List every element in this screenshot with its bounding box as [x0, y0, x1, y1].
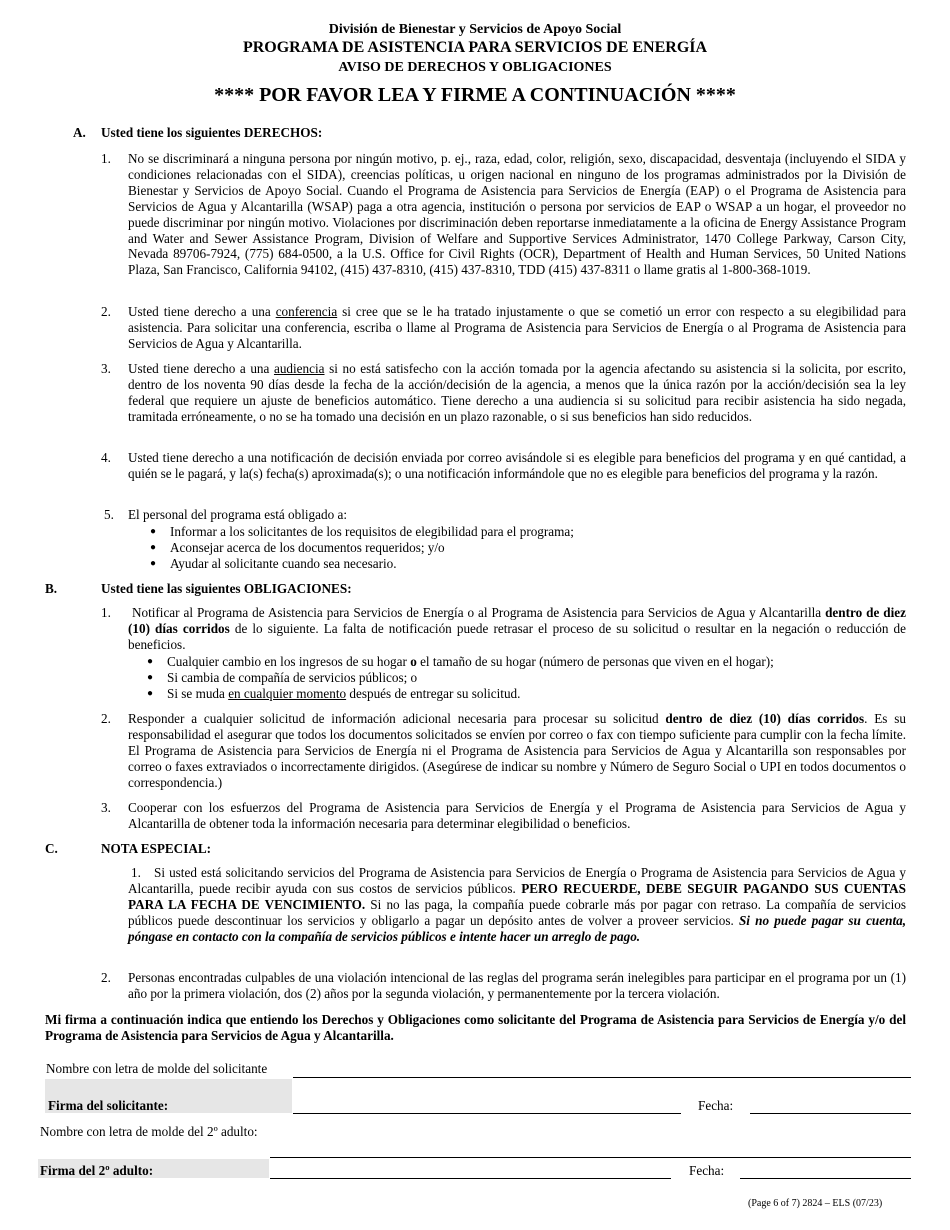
- c-item-2-text: Personas encontradas culpables de una violación intencional de las reglas del programa serán inelegibles para participar en el programa por un (1) año por la primera violación, dos (2) años por la segunda violación, y permanentemente por la tercera violación.: [128, 970, 906, 1001]
- b-item-2-text: Responder a cualquier solicitud de información adicional necesaria para procesar su solicitud dentro de diez (10) días corridos. Es su responsabilidad el asegurar que todos los documentos solicitados se envíen por correo o fax con tiempo suficiente para cumplir con la fecha límite. El Programa de Asistencia para Servicios de Energía ni el Programa de Asistencia para Servicios de Agua y Alcantarilla son responsables por correo o faxes extraviados o incorrectamente dirigidos. (Asegúrese de indicar su nombre y Número de Seguro Social o UPI en todos documentos o correspondencia.): [128, 711, 906, 790]
- a-item-3-number: 3.: [101, 361, 111, 376]
- list-item: ● Informar a los solicitantes de los requisitos de elegibilidad para el programa;: [150, 524, 574, 540]
- list-item: ● Ayudar al solicitante cuando sea necesario.: [150, 556, 574, 572]
- a-item-2-number: 2.: [101, 304, 111, 319]
- adult2-signature-line[interactable]: [270, 1178, 671, 1179]
- applicant-name-line[interactable]: [293, 1077, 911, 1078]
- a-item-4-number: 4.: [101, 450, 111, 465]
- a-item-1-text: No se discriminará a ninguna persona por ningún motivo, p. ej., raza, edad, color, religión, sexo, discapacidad, desventaja (incluyendo el SIDA y condiciones relacionadas con el SIDA), creencias políticas, u origen nacional en ninguno de los programas administrados por la División de Bienestar y Servicios de Apoyo Social. Cuando el Programa de Asistencia para Servicios de Energía (EAP) o el Programa de Asistencia para Servicios de Agua y Alcantarilla (WSAP) paga a otra agencia, institución o persona por servicios de EAP o WSAP a un hogar, el proveedor no puede discriminar por ningún motivo. Violaciones por discriminación deben reportarse inmediatamente a la oficina de Energy Assistance Program and Water and Sewer Assistance Program, Division of Welfare and Supportive Services Administrator, 1470 College Parkway, Carson City, Nevada 89706-7924, (775) 684-0500, a la U.S. Office for Civil Rights (OCR), Department of Health and Human Services, 50 United Nations Plaza, San Francisco, California 94102, (415) 437-8310, (415) 437-8310, TDD (415) 437-8311 o llame gratis al 1-800-368-1019.: [128, 151, 906, 278]
- a-item-3-text: Usted tiene derecho a una audiencia si no está satisfecho con la acción tomada por la agencia afectando su asistencia si la solicita, por escrito, dentro de los noventa 90 días desde la fecha de la acción/decisión de la agencia, a menos que la única razón por la acción/decisión sea la ley federal que requiere un ajuste de beneficios automático. Tiene derecho a una audiencia si su solicitud para recibir asistencia ha sido negada, tramitada erróneamente, o no se ha tomado una decisión en un plazo razonable, o si sus beneficios han sido reducidos.: [128, 361, 906, 424]
- section-a-title: Usted tiene los siguientes DERECHOS:: [101, 125, 323, 140]
- applicant-name-label: Nombre con letra de molde del solicitante: [46, 1061, 268, 1076]
- list-item: ● Si se muda en cualquier momento después de entregar su solicitud.: [147, 686, 774, 702]
- b-item-1-number: 1.: [101, 605, 111, 620]
- a-item-4-text: Usted tiene derecho a una notificación de decisión enviada por correo avisándole si es elegible para beneficios del programa y en qué cantidad, a quién se le pagará, y la(s) fecha(s) aproximada(s); o una notificación informándole que no es elegible para beneficios del programa y la razón.: [128, 450, 906, 481]
- adult2-signature-label: Firma del 2º adulto:: [40, 1163, 154, 1178]
- section-b-title: Usted tiene las siguientes OBLIGACIONES:: [101, 581, 352, 596]
- section-b-letter: B.: [45, 581, 58, 596]
- applicant-date-line[interactable]: [750, 1113, 911, 1114]
- section-a-letter: A.: [73, 125, 86, 140]
- b-item-3-text: Cooperar con los esfuerzos del Programa de Asistencia para Servicios de Energía y el Programa de Asistencia para Servicios de Agua y Alcantarilla de obtener toda la información necesaria para determinar elegibilidad o beneficios.: [128, 800, 906, 831]
- b-item-1-text: Notificar al Programa de Asistencia para Servicios de Energía o al Programa de Asistencia para Servicios de Agua y Alcantarilla dentro de diez (10) días corridos de lo siguiente. La falta de notificación puede retrasar el proceso de su solicitud o resultar en la negación o reducción de beneficios.: [128, 605, 907, 652]
- a-item-5-text: El personal del programa está obligado a:: [128, 507, 347, 522]
- c-item-2-number: 2.: [101, 970, 111, 985]
- b-item-1-bullets: [147, 654, 774, 702]
- notice-title: AVISO DE DERECHOS Y OBLIGACIONES: [338, 60, 612, 75]
- adult2-name-line[interactable]: [270, 1157, 911, 1158]
- list-item: ● Cualquier cambio en los ingresos de su hogar o el tamaño de su hogar (número de personas que viven en el hogar);: [147, 654, 774, 670]
- agency-name: División de Bienestar y Servicios de Apoyo Social: [328, 22, 622, 37]
- a-item-5-number: 5.: [104, 507, 114, 522]
- applicant-date-label: Fecha:: [698, 1098, 734, 1113]
- adult2-name-label: Nombre con letra de molde del 2º adulto:: [40, 1124, 258, 1139]
- section-c-title: NOTA ESPECIAL:: [101, 841, 212, 856]
- a-item-1-number: 1.: [101, 151, 111, 166]
- a-item-5-bullets: [150, 524, 574, 572]
- b-item-3-number: 3.: [101, 800, 111, 815]
- adult2-date-line[interactable]: [740, 1178, 911, 1179]
- section-c-letter: C.: [45, 841, 58, 856]
- b-item-2-number: 2.: [101, 711, 111, 726]
- c-item-1-text: Si usted está solicitando servicios del Programa de Asistencia para Servicios de Energía o Programa de Asistencia para Servicios de Agua y Alcantarilla, puede recibir ayuda con sus costos de servicios públicos. PERO RECUERDE, DEBE SEGUIR PAGANDO SUS CUENTAS PARA LA FECHA DE VENCIMIENTO. Si no las paga, la compañía puede cobrarle más por pagar con retraso. La compañía de servicios públicos puede descontinuar los servicios y obligarlo a pagar un depósito antes de volver a proveer servicios. Si no puede pagar su cuenta, póngase en contacto con la compañía de servicios públicos e intente hacer un arreglo de pago.: [128, 865, 907, 944]
- applicant-signature-label: Firma del solicitante:: [48, 1098, 169, 1113]
- list-item: ● Si cambia de compañía de servicios públicos; o: [147, 670, 774, 686]
- adult2-date-label: Fecha:: [689, 1163, 725, 1178]
- read-and-sign-banner: **** POR FAVOR LEA Y FIRME A CONTINUACIÓN ****: [214, 84, 736, 106]
- c-item-1-number: 1.: [131, 865, 141, 880]
- applicant-signature-line[interactable]: [293, 1113, 681, 1114]
- a-item-2-text: Usted tiene derecho a una conferencia si cree que se le ha tratado injustamente o que se cometió un error con respecto a su elegibilidad para asistencia. Para solicitar una conferencia, escriba o llame al Programa de Asistencia para Servicios de Energía o al Programa de Asistencia para Servicios de Agua y Alcantarilla.: [128, 304, 906, 351]
- page-footer: (Page 6 of 7) 2824 – ELS (07/23): [748, 1198, 883, 1209]
- list-item: ● Aconsejar acerca de los documentos requeridos; y/o: [150, 540, 574, 556]
- signature-statement: Mi firma a continuación indica que entiendo los Derechos y Obligaciones como solicitante del Programa de Asistencia para Servicios de Energía y/o del Programa de Asistencia para Servicios de Agua y Alcantarilla.: [45, 1012, 906, 1043]
- program-title: PROGRAMA DE ASISTENCIA PARA SERVICIOS DE ENERGÍA: [242, 39, 708, 56]
